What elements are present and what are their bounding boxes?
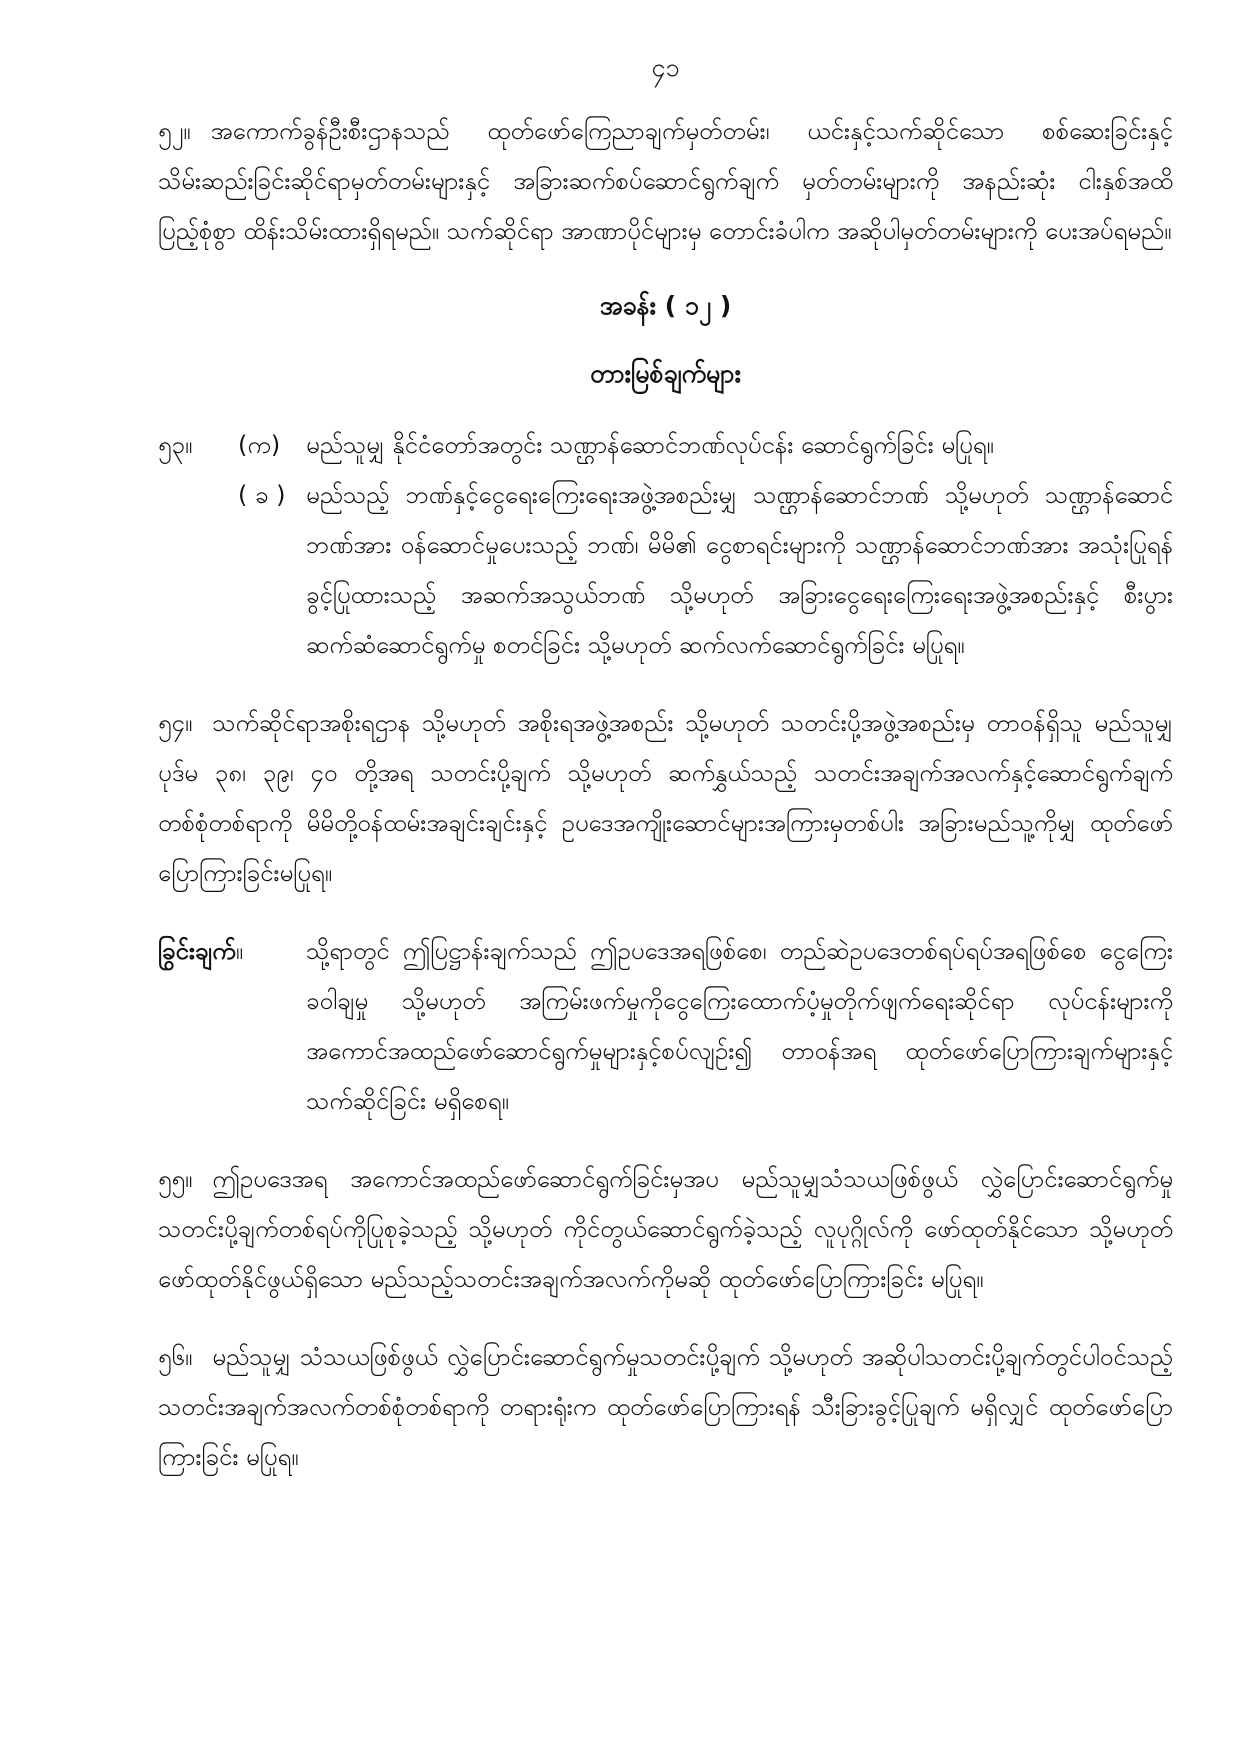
section-number: ၅၅။ (158, 1165, 193, 1193)
exception-label-text: ခြွင်းချက် (158, 937, 236, 965)
section-number: ၅၆။ (158, 1343, 193, 1371)
subsection-a (158, 420, 1173, 470)
section-number: ၅၂။ (158, 117, 191, 145)
section-number-spacer (158, 470, 238, 670)
section-text: ဤဥပဒေအရ အကောင်အထည်ဖော်ဆောင်ရွက်ခြင်းမှအပ မည်သူမျှသံသယဖြစ်ဖွယ် လွှဲပြောင်းဆောင်ရွက်မှု သတင်းပို့ချက်တစ်ရပ်ကိုပြုစုခဲ့သည့် သို့မဟုတ် ကိုင်တွယ်ဆောင်ရွက်ခဲ့သည့် လူပုဂ္ဂိုလ်ကို ဖော်ထုတ်နိုင်သော သို့မဟုတ် ဖော်ထုတ်နိုင်ဖွယ်ရှိသော မည်သည့်သတင်းအချက်အလက်ကိုမဆို ထုတ်ဖော်ပြောကြားခြင်း မပြုရ။ (158, 1165, 1173, 1293)
section-54 (158, 698, 1173, 898)
exception-label-suffix: ။ (235, 937, 243, 965)
section-52 (158, 106, 1173, 256)
section-text: မည်သူမျှ သံသယဖြစ်ဖွယ် လွှဲပြောင်းဆောင်ရွက်မှုသတင်းပို့ချက် သို့မဟုတ် အဆိုပါသတင်းပို့ချက်တွင်ပါဝင်သည့် သတင်းအချက်အလက်တစ်စုံတစ်ရာကို တရားရုံးက ထုတ်ဖော်ပြောကြားရန် သီးခြားခွင့်ပြုချက် မရှိလျှင် ထုတ်ဖော်ပြောကြားခြင်း မပြုရ။ (158, 1343, 1173, 1471)
section-55 (158, 1154, 1173, 1304)
exception-text: သို့ရာတွင် ဤပြဋ္ဌာန်းချက်သည် ဤဥပဒေအရဖြစ်စေ၊ တည်ဆဲဥပဒေတစ်ရပ်ရပ်အရဖြစ်စေ ငွေကြေးခဝါချမှု သို့မဟုတ် အကြမ်းဖက်မှုကိုငွေကြေးထောက်ပံ့မှုတိုက်ဖျက်ရေးဆိုင်ရာ လုပ်ငန်းများကို အကောင်အထည်ဖော်ဆောင်ရွက်မှုများနှင့်စပ်လျဉ်း၍ တာဝန်အရ ထုတ်ဖော်ပြောကြားချက်များနှင့် သက်ဆိုင်ခြင်း မရှိစေရ။ (306, 937, 1173, 1115)
subsection-text: မည်သည့် ဘဏ်နှင့်ငွေရေးကြေးရေးအဖွဲ့အစည်းမျှ သဏ္ဌာန်ဆောင်ဘဏ် သို့မဟုတ် သဏ္ဌာန်ဆောင်ဘဏ်အား ဝန်ဆောင်မှုပေးသည့် ဘဏ်၊ မိမိ၏ ငွေစာရင်းများကို သဏ္ဌာန်ဆောင်ဘဏ်အား အသုံးပြုရန် ခွင့်ပြုထားသည့် အဆက်အသွယ်ဘဏ် သို့မဟုတ် အခြားငွေရေးကြေးရေးအဖွဲ့အစည်းနှင့် စီးပွားဆက်ဆံဆောင်ရွက်မှု စတင်ခြင်း သို့မဟုတ် ဆက်လက်ဆောင်ရွက်ခြင်း မပြုရ။ (306, 481, 1173, 659)
chapter-title: အခန်း ( ၁၂ ) (599, 291, 732, 320)
section-text: သက်ဆိုင်ရာအစိုးရဌာန သို့မဟုတ် အစိုးရအဖွဲ့အစည်း သို့မဟုတ် သတင်းပို့အဖွဲ့အစည်းမှ တာဝန်ရှိသူ မည်သူမျှ ပုဒ်မ ၃၈၊ ၃၉၊ ၄၀ တို့အရ သတင်းပို့ချက် သို့မဟုတ် ဆက်နွှယ်သည့် သတင်းအချက်အလက်နှင့်ဆောင်ရွက်ချက် တစ်စုံတစ်ရာကို မိမိတို့ဝန်ထမ်းအချင်းချင်းနှင့် ဥပဒေအကျိုးဆောင်များအကြားမှတစ်ပါး အခြားမည်သူ့ကိုမျှ ထုတ်ဖော်ပြောကြားခြင်းမပြုရ။ (158, 709, 1173, 887)
section-53 (158, 420, 1173, 670)
chapter-subtitle: တားမြစ်ချက်များ (590, 359, 741, 388)
subsection-label: (က) (238, 431, 281, 459)
section-text: အကောက်ခွန်ဦးစီးဌာနသည် ထုတ်ဖော်ကြေညာချက်မှတ်တမ်း၊ ယင်းနှင့်သက်ဆိုင်သော စစ်ဆေးခြင်းနှင့် သိမ်းဆည်းခြင်းဆိုင်ရာမှတ်တမ်းများနှင့် အခြားဆက်စပ်ဆောင်ရွက်ချက် မှတ်တမ်းများကို အနည်းဆုံး ငါးနှစ်အထိ ပြည့်စုံစွာ ထိန်းသိမ်းထားရှိရမည်။ သက်ဆိုင်ရာ အာဏာပိုင်များမှ တောင်းခံပါက အဆိုပါမှတ်တမ်းများကို ပေးအပ်ရမည်။ (158, 117, 1173, 245)
subsection-label: ( ခ ) (238, 481, 286, 509)
section-number: ၅၃။ (158, 431, 193, 459)
subsection-text: မည်သူမျှ နိုင်ငံတော်အတွင်း သဏ္ဌာန်ဆောင်ဘဏ်လုပ်ငန်း ဆောင်ရွက်ခြင်း မပြုရ။ (306, 431, 994, 459)
exception-label (158, 926, 306, 1126)
section-56 (158, 1332, 1173, 1482)
document-page (158, 48, 1173, 1510)
page-number: ၄၁ (651, 53, 680, 82)
exception-note (158, 926, 1173, 1126)
subsection-b (158, 470, 1173, 670)
section-number: ၅၄။ (158, 709, 193, 737)
